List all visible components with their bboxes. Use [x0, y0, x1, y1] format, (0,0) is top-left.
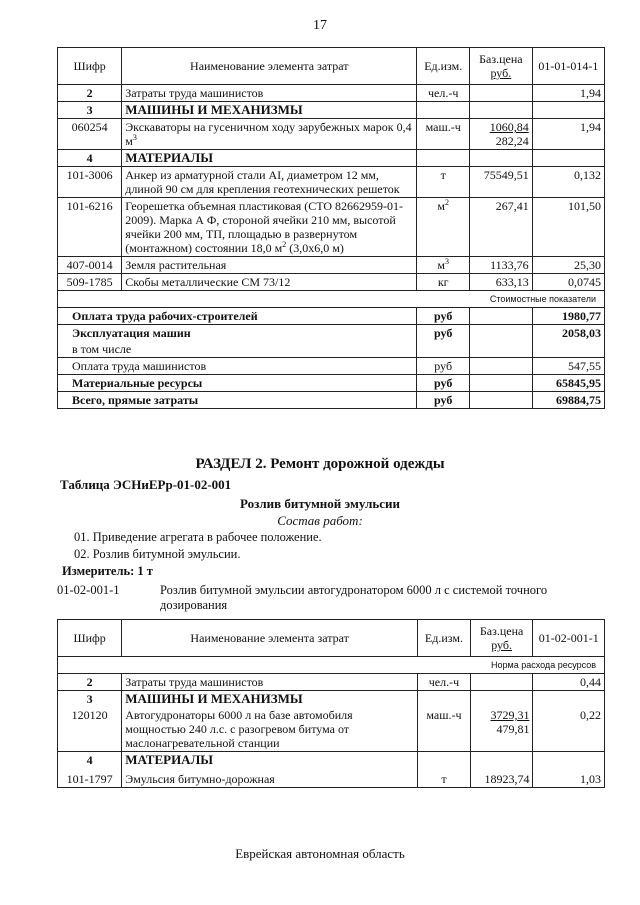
measurer: Измеритель: 1 т [62, 564, 153, 578]
table-row: 120120 Автогудронаторы 6000 л на базе автомобиля мощностью 240 л.с. с разогревом битума от маслонагревательной станции маш.-ч 3729,31 479,81 0,22 [58, 707, 605, 752]
total-row: Эксплуатация машин руб 2058,03 [58, 325, 605, 342]
table-row: 060254 Экскаваторы на гусеничном ходу зарубежных марок 0,4 $м^3$ маш.-ч 1060,84 282,24 1,94 [58, 119, 605, 150]
norm-description: Розлив битумной эмульсии автогудронатором 6000 л с системой точного дозирования [160, 583, 548, 612]
resource-table-1 [57, 47, 605, 409]
table-header [58, 620, 605, 657]
table-row: 101-3006 Анкер из арматурной стали AI, диаметром 12 мм, длиной 90 см для крепления геотехнических решеток т 75549,51 0,132 [58, 167, 605, 198]
header-norm-code: 01-02-001-1 [533, 620, 605, 657]
table-row: 101-1797 Эмульсия битумно-дорожная т 18923,74 1,03 [58, 768, 605, 788]
table-row: 3 МАШИНЫ И МЕХАНИЗМЫ [58, 691, 605, 708]
table-row: 4 МАТЕРИАЛЫ [58, 752, 605, 769]
composition-title: Состав работ: [277, 513, 363, 528]
header-name: Наименование элемента затрат [122, 48, 417, 85]
total-row: Оплата труда рабочих-строителей руб 1980,77 [58, 308, 605, 325]
resource-table-2 [57, 619, 605, 788]
table-row: 407-0014 Земля растительная $м^3$ 1133,76 25,30 [58, 257, 605, 274]
table-row: 2 Затраты труда машинистов чел.-ч 0,44 [58, 674, 605, 691]
total-row: в том числе [58, 341, 605, 358]
table-row: 3 МАШИНЫ И МЕХАНИЗМЫ [58, 102, 605, 119]
header-unit: Ед.изм. [417, 48, 470, 85]
table-header [58, 48, 605, 85]
table-subtitle: Розлив битумной эмульсии [240, 496, 400, 511]
table-row: 4 МАТЕРИАЛЫ [58, 150, 605, 167]
page-number: 17 [313, 18, 327, 33]
table-row: 509-1785 Скобы металлические СМ 73/12 кг 633,13 0,0745 [58, 274, 605, 291]
table-row: 101-6216 Георешетка объемная пластиковая (СТО 82662959-01-2009). Марка А Ф, стороной ячейки 210 мм, высотой ячейки 200 мм, ТП, площадью в развернутом (монтажном) состоянии 18,0 $м^2$ (3,0х6,0 м) $м^2$ 267,41 101,50 [58, 198, 605, 257]
header-price: Баз.цена руб. [470, 620, 533, 657]
total-row: Всего, прямые затраты руб 69884,75 [58, 392, 605, 409]
header-code: Шифр [58, 620, 122, 657]
table-row: 2 Затраты труда машинистов чел.-ч 1,94 [58, 85, 605, 102]
total-row: Оплата труда машинистов руб 547,55 [58, 358, 605, 375]
header-unit: Ед.изм. [418, 620, 471, 657]
table-code: Таблица ЭСНиЕРр-01-02-001 [60, 477, 232, 492]
header-norm-code: 01-01-014-1 [532, 48, 604, 85]
work-item: 01. Приведение агрегата в рабочее положение. [74, 530, 322, 544]
norm-caption-row: Норма расхода ресурсов [58, 657, 605, 674]
header-code: Шифр [58, 48, 122, 85]
section-title: РАЗДЕЛ 2. Ремонт дорожной одежды [195, 456, 445, 472]
total-row: Материальные ресурсы руб 65845,95 [58, 375, 605, 392]
norm-code: 01-02-001-1 [57, 583, 120, 597]
cost-caption-row: Стоимостные показатели [58, 291, 605, 308]
work-item: 02. Розлив битумной эмульсии. [74, 547, 241, 561]
footer-region: Еврейская автономная область [235, 846, 405, 861]
header-price: Баз.цена руб. [470, 48, 533, 85]
header-name: Наименование элемента затрат [122, 620, 418, 657]
